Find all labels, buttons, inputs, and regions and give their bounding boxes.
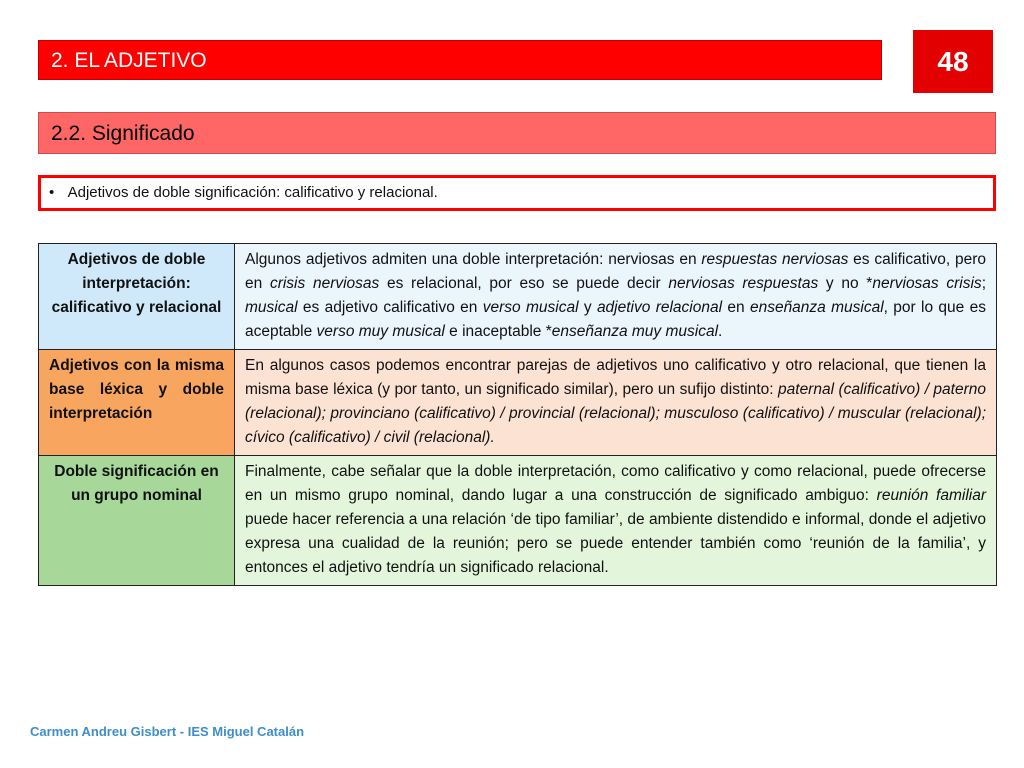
subsection-title: 2.2. Significado [51, 122, 195, 145]
term-cell: Adjetivos con la misma base léxica y doble interpretación [39, 350, 235, 456]
explanation-text: Algunos adjetivos admiten una doble interpretación: nerviosas en [245, 251, 702, 268]
slide-number: 48 [913, 30, 993, 93]
explanation-text: , por lo que es aceptable [245, 299, 986, 340]
table-row [39, 244, 997, 350]
bullet-icon: • [49, 184, 55, 201]
explanation-text: y no * [818, 275, 873, 292]
explanation-text: es relacional, por eso se puede decir [379, 275, 669, 292]
example-text: enseñanza muy musical [551, 323, 719, 340]
example-text: reunión familiar [876, 487, 987, 504]
description-cell [235, 350, 997, 456]
description-cell [235, 456, 997, 586]
table-row [39, 456, 997, 586]
concepts-table [38, 243, 997, 586]
example-text: musical [245, 299, 298, 316]
example-text: paternal (calificativo) / paterno (relacional); provinciano (calificativo) / provincial (relacional); musculoso (calificativo) / muscular (relacional); cívico (calificativo) / civil (relacional). [245, 381, 986, 446]
explanation-text: En algunos casos podemos encontrar parejas de adjetivos uno calificativo y otro relacional, que tienen la misma base léxica (y por tanto, un significado similar), pero un sufijo distinto: [245, 357, 986, 398]
explanation-text: . [718, 323, 723, 340]
explanation-text: es calificativo, pero en [245, 251, 986, 292]
example-text: nerviosas crisis [872, 275, 982, 292]
example-text: nerviosas respuestas [668, 275, 819, 292]
bullet-box [38, 175, 996, 211]
example-text: verso muy musical [316, 323, 445, 340]
example-text: adjetivo relacional [596, 299, 723, 316]
section-title-bar [38, 40, 882, 80]
explanation-text: en [722, 299, 750, 316]
explanation-text: y [578, 299, 597, 316]
example-text: enseñanza musical [749, 299, 884, 316]
subsection-title-bar [38, 112, 996, 154]
section-title: 2. EL ADJETIVO [51, 49, 207, 72]
example-text: verso musical [482, 299, 579, 316]
example-text: respuestas nerviosas [701, 251, 849, 268]
explanation-text: puede hacer referencia a una relación ‘de tipo familiar’, de ambiente distendido e informal, donde el adjetivo expresa una cualidad de la reunión; pero se puede entender también como ‘reunión de la familia’, y entonces el adjetivo tendría un significado relacional. [245, 511, 986, 576]
term-cell: Adjetivos de doble interpretación: calificativo y relacional [39, 244, 235, 350]
explanation-text: ; [981, 275, 986, 292]
description-cell [235, 244, 997, 350]
explanation-text: es adjetivo calificativo en [297, 299, 483, 316]
explanation-text: e inaceptable * [444, 323, 552, 340]
term-cell: Doble significación en un grupo nominal [39, 456, 235, 586]
table-row [39, 350, 997, 456]
bullet-text: Adjetivos de doble significación: calificativo y relacional. [67, 184, 438, 201]
explanation-text: Finalmente, cabe señalar que la doble interpretación, como calificativo y como relacional, puede ofrecerse en un mismo grupo nominal, dando lugar a una construcción de significado ambiguo: [245, 463, 986, 504]
footer-author: Carmen Andreu Gisbert - IES Miguel Catalán [30, 724, 305, 739]
example-text: crisis nerviosas [269, 275, 380, 292]
